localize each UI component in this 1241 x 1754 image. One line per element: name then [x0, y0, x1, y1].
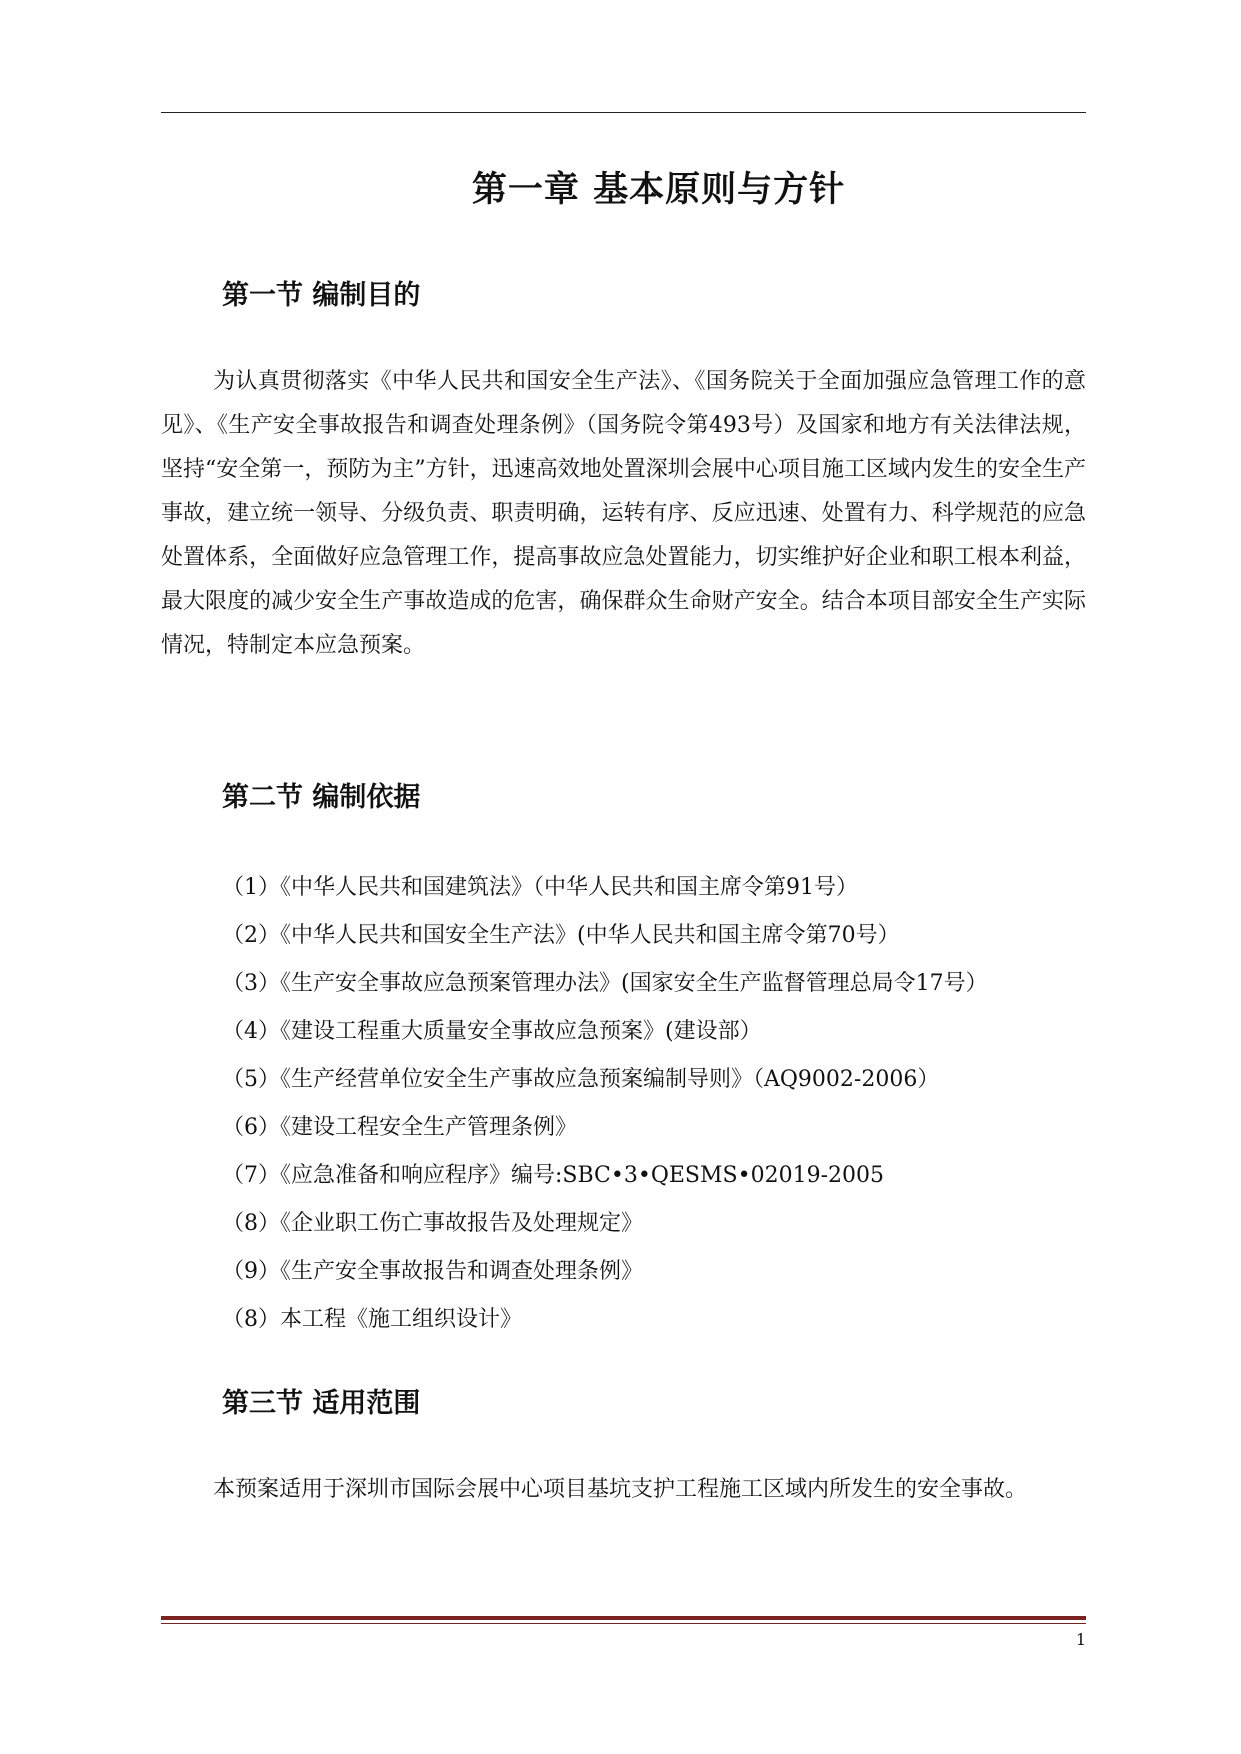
- basis-list-item: （1）《中华人民共和国建筑法》（中华人民共和国主席令第91号）: [222, 875, 858, 900]
- section-heading-scope: 第三节 适用范围: [222, 1388, 421, 1419]
- footer-rule-thick: [161, 1616, 1086, 1620]
- section-heading-basis: 第二节 编制依据: [222, 782, 421, 813]
- section-heading-purpose: 第一节 编制目的: [222, 280, 421, 311]
- chapter-title: 第一章 基本原则与方针: [471, 170, 846, 210]
- page-number: 1: [1075, 1630, 1086, 1649]
- basis-list-item: （3）《生产安全事故应急预案管理办法》(国家安全生产监督管理总局令17号）: [222, 971, 988, 996]
- basis-list-item: （5）《生产经营单位安全生产事故应急预案编制导则》（AQ9002-2006）: [222, 1067, 940, 1092]
- basis-list-item: （9）《生产安全事故报告和调查处理条例》: [222, 1259, 643, 1284]
- basis-list-item: （7）《应急准备和响应程序》编号:SBC•3•QESMS•02019-2005: [222, 1163, 884, 1188]
- basis-list-item: （6）《建设工程安全生产管理条例》: [222, 1115, 577, 1140]
- purpose-paragraph: 为认真贯彻落实《中华人民共和国安全生产法》、《国务院关于全面加强应急管理工作的意见》、《生产安全事故报告和调查处理条例》（国务院令第493号）及国家和地方有关法律法规，坚持“安全第一，预防为主”方针，迅速高效地处置深圳会展中心项目施工区域内发生的安全生产事故，建立统一领导、分级负责、职责明确，运转有序、反应迅速、处置有力、科学规范的应急处置体系，全面做好应急管理工作，提高事故应急处置能力，切实维护好企业和职工根本利益，最大限度的减少安全生产事故造成的危害，确保群众生命财产安全。结合本项目部安全生产实际情况，特制定本应急预案。: [161, 369, 1086, 658]
- basis-list-item: （8）《企业职工伤亡事故报告及处理规定》: [222, 1211, 643, 1236]
- basis-list-item: （8）本工程《施工组织设计》: [222, 1307, 522, 1332]
- basis-list-item: （4）《建设工程重大质量安全事故应急预案》(建设部）: [222, 1019, 762, 1044]
- footer-rule-thin: [161, 1623, 1086, 1624]
- header-rule: [161, 112, 1086, 113]
- scope-paragraph: 本预案适用于深圳市国际会展中心项目基坑支护工程施工区域内所发生的安全事故。: [213, 1477, 1028, 1502]
- basis-list: [222, 864, 1102, 1344]
- basis-list-item: （2）《中华人民共和国安全生产法》(中华人民共和国主席令第70号）: [222, 923, 900, 948]
